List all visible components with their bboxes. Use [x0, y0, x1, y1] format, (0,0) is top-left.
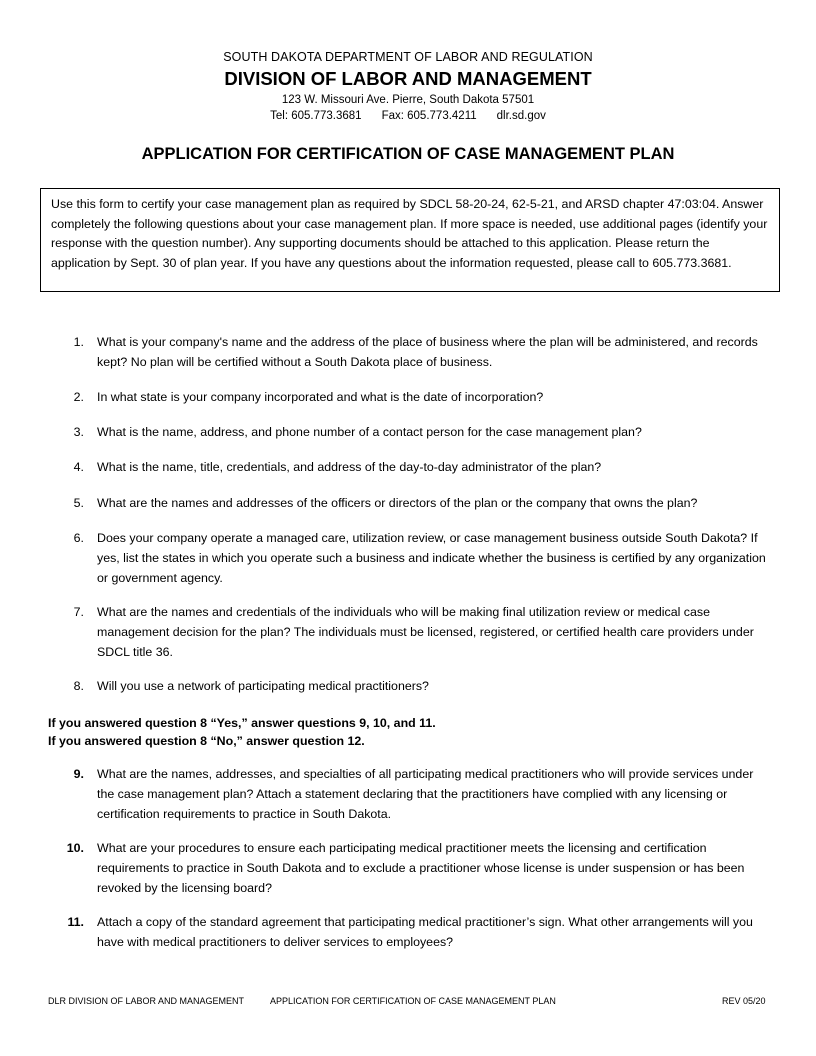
question-text: What is your company's name and the address of the place of business where the plan will be administered, and records kept? No plan will be certified without a South Dakota place of business. — [97, 335, 758, 369]
question-number: 1. — [73, 335, 84, 349]
question-text: What is the name, title, credentials, and address of the day-to-day administrator of the plan? — [97, 460, 602, 474]
question-number: 5. — [73, 496, 84, 510]
division-name: DIVISION OF LABOR AND MANAGEMENT — [224, 68, 592, 89]
question-number: 4. — [73, 460, 84, 474]
question-text: Attach a copy of the standard agreement that participating medical practitioner’s sign. What other arrangements will you have with medical practitioners to deliver services to employees? — [97, 915, 753, 949]
question-number: 11. — [67, 915, 84, 929]
question-number: 2. — [73, 390, 84, 404]
instructions-box: Use this form to certify your case management plan as required by SDCL 58-20-24, 62-5-21, and ARSD chapter 47:03:04. Answer completely the following questions about your case management plan. If more space is needed, use additional pages (identify your response with the question number). Any supporting documents should be attached to this application. Please return the application by Sept. 30 of plan year. If you have any questions about the information requested, please call to 605.773.3681. — [40, 188, 780, 292]
question-number: 7. — [73, 605, 84, 619]
footer-form-title: APPLICATION FOR CERTIFICATION OF CASE MANAGEMENT PLAN — [270, 996, 556, 1006]
website: dlr.sd.gov — [496, 110, 546, 122]
question-text: What is the name, address, and phone number of a contact person for the case management plan? — [97, 425, 642, 439]
question-number: 6. — [73, 531, 84, 545]
question-text: What are the names, addresses, and specialties of all participating medical practitioners who will provide services under the case management plan? Attach a statement declaring that the practitioners have complied with any licensing or certification requirements to practice in South Dakota. — [97, 767, 754, 821]
office-address: 123 W. Missouri Ave. Pierre, South Dakota 57501 — [281, 94, 535, 106]
question-text: What are the names and addresses of the officers or directors of the plan or the company that owns the plan? — [97, 496, 698, 510]
telephone: Tel: 605.773.3681 — [270, 110, 362, 122]
instruction-yes: If you answered question 8 “Yes,” answer questions 9, 10, and 11. — [48, 716, 436, 730]
footer-revision: REV 05/20 — [722, 996, 766, 1006]
footer-division: DLR DIVISION OF LABOR AND MANAGEMENT — [48, 996, 245, 1006]
question-text: What are the names and credentials of the individuals who will be making final utilization review or medical case management decision for the plan? The individuals must be licensed, registered, or certified health care providers under SDCL title 36. — [97, 605, 754, 659]
question-number: 10. — [66, 841, 84, 855]
question-text: Will you use a network of participating medical practitioners? — [97, 679, 429, 693]
question-text: Does your company operate a managed care, utilization review, or case management business outside South Dakota? If yes, list the states in which you operate such a business and indicate whether the business is certified by any organization or government agency. — [97, 531, 766, 585]
question-number: 3. — [73, 425, 84, 439]
fax: Fax: 605.773.4211 — [381, 110, 477, 122]
department-name: SOUTH DAKOTA DEPARTMENT OF LABOR AND REGULATION — [223, 50, 593, 64]
question-text: What are your procedures to ensure each participating medical practitioner meets the licensing and certification requirements to practice in South Dakota and to exclude a practitioner whose license is under suspension or has been revoked by the licensing board? — [97, 841, 745, 895]
instruction-no: If you answered question 8 “No,” answer question 12. — [48, 734, 365, 748]
question-text: In what state is your company incorporated and what is the date of incorporation? — [97, 390, 544, 404]
question-number: 9. — [73, 767, 84, 781]
question-number: 8. — [73, 679, 84, 693]
page-title: APPLICATION FOR CERTIFICATION OF CASE MANAGEMENT PLAN — [141, 145, 675, 163]
contact-line — [0, 110, 816, 122]
